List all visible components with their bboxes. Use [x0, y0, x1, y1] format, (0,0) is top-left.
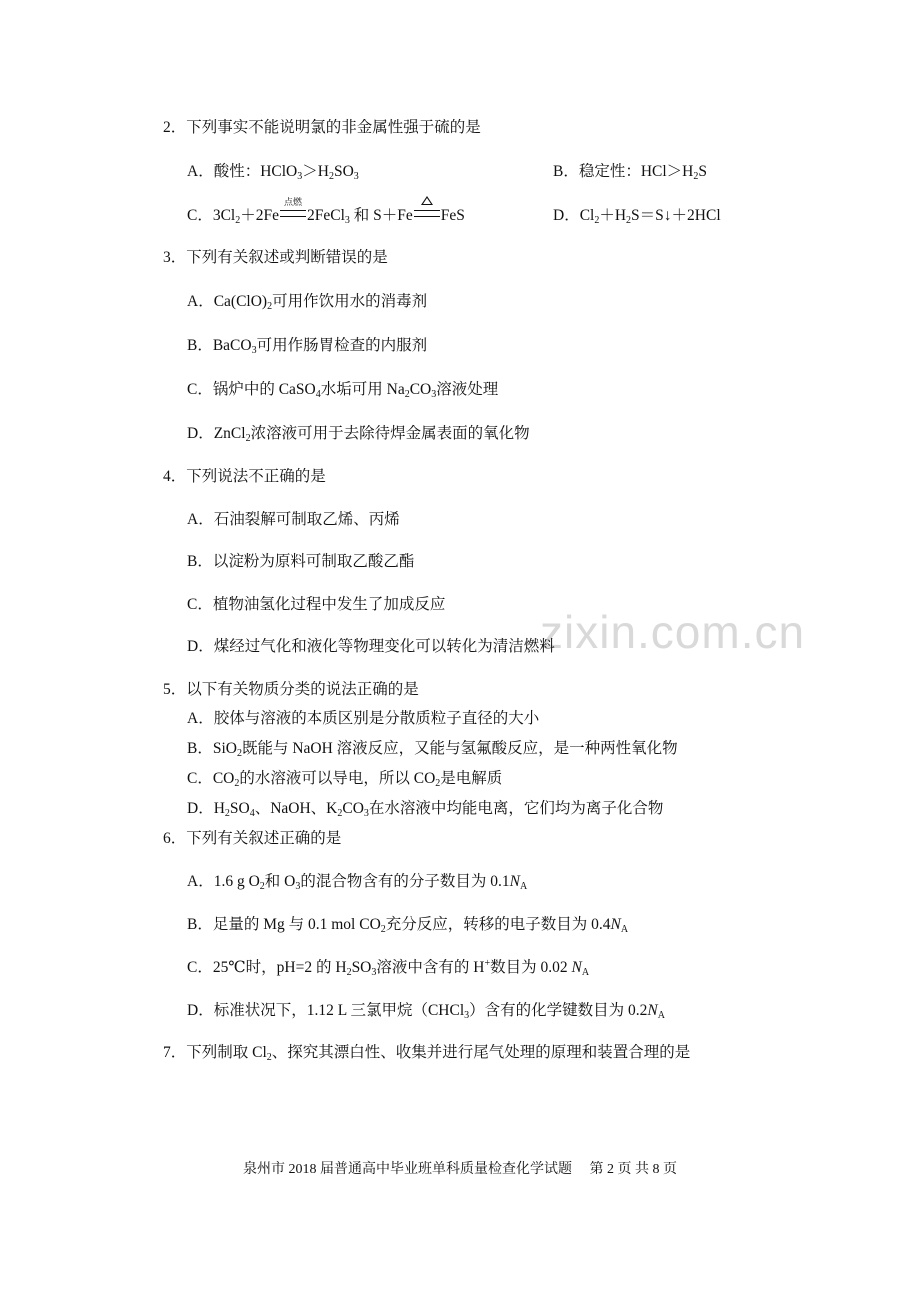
question-6-stem: 6．下列有关叙述正确的是 [163, 830, 342, 847]
question-4-option-c: C．植物油氢化过程中发生了加成反应 [187, 596, 446, 613]
question-3-option-a: A．$Ca(ClO)_2$可用作饮用水的消毒剂 [187, 293, 428, 312]
question-2-option-a: A．酸性：$HClO_3>H_2SO_3$ [187, 163, 359, 182]
question-6-option-a: A．1.6 g $O_2$和 $O_3$的混合物含有的分子数目为 $0.1N_A$ [187, 873, 528, 892]
reaction-condition-ignite: 点燃 [280, 206, 306, 226]
question-2-stem: 2．下列事实不能说明氯的非金属性强于硫的是 [163, 119, 481, 136]
question-5-option-a: A．胶体与溶液的本质区别是分散质粒子直径的大小 [187, 710, 540, 727]
question-6-option-c: C．25℃时，pH=2 的 $H_2SO_3$溶液中含有的 H+数目为 0.02 $N_A$ [187, 958, 590, 978]
question-7-stem: 7．下列制取 $Cl_2$、探究其漂白性、收集并进行尾气处理的原理和装置合理的是 [163, 1044, 691, 1063]
question-5-option-b: B．SiO$_2$既能与 NaOH 溶液反应，又能与氢氟酸反应，是一种两性氧化物 [187, 740, 678, 759]
question-4-option-a: A．石油裂解可制取乙烯、丙烯 [187, 511, 400, 528]
question-5-option-c: C．$CO_2$的水溶液可以导电，所以 $CO_2$是电解质 [187, 770, 503, 789]
question-2-option-d: D．$Cl_2+H_2S=S↓+2HCl$ [553, 207, 721, 226]
question-6-option-b: B．足量的 Mg 与 0.1 mol $CO_2$充分反应，转移的电子数目为 $0.4N_A$ [187, 916, 629, 935]
reaction-condition-heat-icon [414, 206, 440, 226]
question-6-option-d: D．标准状况下，1.12 L 三氯甲烷（CHCl$_3$）含有的化学键数目为 $0.2N_A$ [187, 1002, 665, 1021]
question-3-option-d: D．ZnCl$_2$浓溶液可用于去除待焊金属表面的氧化物 [187, 425, 530, 444]
question-2-option-b: B．稳定性：$HCl>H_2S$ [553, 163, 708, 182]
question-3-option-b: B．BaCO$_3$可用作肠胃检查的内服剂 [187, 337, 428, 356]
question-2-option-c: C．$3Cl_2+2Fe$ 点燃 2FeCl$_3$ 和 S＋Fe FeS [187, 197, 465, 226]
question-5-option-d: D．$H_2SO_4$、NaOH、$K_2CO_3$在水溶液中均能电离，它们均为离子化合物 [187, 800, 664, 819]
question-4-stem: 4．下列说法不正确的是 [163, 468, 326, 485]
watermark-text: zixin.com.cn [540, 606, 806, 658]
question-3-option-c: C．锅炉中的 CaSO$_4$水垢可用 $Na_2CO_3$溶液处理 [187, 381, 499, 400]
question-5-stem: 5．以下有关物质分类的说法正确的是 [163, 681, 419, 698]
question-4-option-b: B．以淀粉为原料可制取乙酸乙酯 [187, 553, 415, 570]
question-3-stem: 3．下列有关叙述或判断错误的是 [163, 249, 388, 266]
page-footer: 泉州市 2018 届普通高中毕业班单科质量检查化学试题 第 2 页 共 8 页 [243, 1162, 677, 1177]
question-4-option-d: D．煤经过气化和液化等物理变化可以转化为清洁燃料 [187, 638, 555, 655]
